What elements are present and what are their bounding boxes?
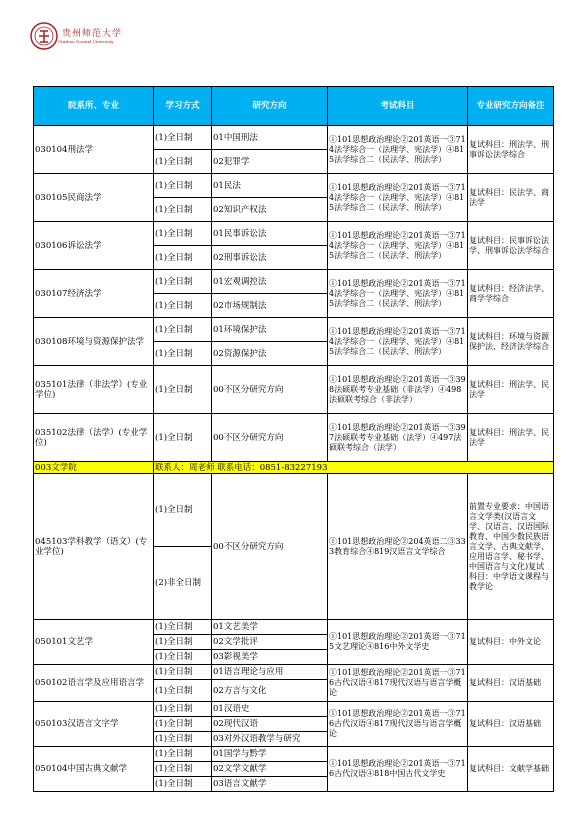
table-row bbox=[34, 620, 554, 635]
direction-cell: 03语言文献学 bbox=[212, 777, 328, 792]
direction-cell: 02文学文献学 bbox=[212, 762, 328, 777]
note-cell: 复试科目：民事诉讼法学、刑事诉讼法学综合 bbox=[468, 222, 554, 270]
major-cell: 035102法律（法学）(专业学位) bbox=[34, 414, 154, 462]
major-cell: 050104中国古典文献学 bbox=[34, 747, 154, 792]
header-exam: 考试科目 bbox=[328, 87, 468, 126]
note-cell: 复试科目：刑法学、民法学 bbox=[468, 366, 554, 414]
mode-cell: (1)全日制 bbox=[154, 198, 212, 222]
direction-cell: 02刑事诉讼法 bbox=[212, 246, 328, 270]
direction-cell: 00不区分研究方向 bbox=[212, 366, 328, 414]
direction-cell: 01文艺美学 bbox=[212, 620, 328, 635]
note-cell: 复试科目：汉语基础 bbox=[468, 702, 554, 747]
table-row bbox=[34, 318, 554, 342]
note-cell: 复试科目：经济法学、商学学综合 bbox=[468, 270, 554, 318]
direction-cell: 03对外汉语教学与研究 bbox=[212, 732, 328, 747]
mode-cell: (1)全日制 bbox=[154, 680, 212, 702]
exam-cell: ①101思想政治理论②201英语一③714法学综合一（法理学、宪法学）④815法学综合二（民法学、刑法学） bbox=[328, 222, 468, 270]
direction-cell: 01国学与黔学 bbox=[212, 747, 328, 762]
direction-cell: 02方言与文化 bbox=[212, 680, 328, 702]
note-cell: 复试科目：刑法学、民法学 bbox=[468, 414, 554, 462]
note-cell: 复试科目：文献学基础 bbox=[468, 747, 554, 792]
college-name: 003文学院 bbox=[34, 462, 154, 474]
major-cell: 035101法律（非法学）(专业学位) bbox=[34, 366, 154, 414]
exam-cell: ①101思想政治理论②204英语二③333教育综合④819汉语言文学综合 bbox=[328, 474, 468, 620]
major-cell: 050102语言学及应用语言学 bbox=[34, 665, 154, 702]
mode-cell: (1)全日制 bbox=[154, 702, 212, 717]
university-english-name: Guizhou Normal University bbox=[58, 38, 114, 44]
table-row bbox=[34, 414, 554, 462]
college-row bbox=[34, 462, 554, 474]
mode-cell: (2)非全日制 bbox=[154, 547, 212, 620]
direction-cell: 02文学批评 bbox=[212, 635, 328, 650]
major-cell: 030108环境与资源保护法学 bbox=[34, 318, 154, 366]
mode-cell: (1)全日制 bbox=[154, 474, 212, 547]
direction-cell: 02知识产权法 bbox=[212, 198, 328, 222]
exam-cell: ①101思想政治理论②201英语一③714法学综合一（法理学、宪法学）④815法学综合二（民法学、刑法学） bbox=[328, 270, 468, 318]
major-cell: 045103学科教学（语文）(专业学位) bbox=[34, 474, 154, 620]
table-header-row bbox=[34, 87, 554, 126]
direction-cell: 01语言理论与应用 bbox=[212, 665, 328, 680]
header-study-mode: 学习方式 bbox=[154, 87, 212, 126]
mode-cell: (1)全日制 bbox=[154, 222, 212, 246]
mode-cell: (1)全日制 bbox=[154, 294, 212, 318]
table-row bbox=[34, 747, 554, 762]
mode-cell: (1)全日制 bbox=[154, 620, 212, 635]
exam-cell: ①101思想政治理论②201英语一③398法硕联考专业基础（非法学）④498法硕联考综合（非法学） bbox=[328, 366, 468, 414]
direction-cell: 00不区分研究方向 bbox=[212, 474, 328, 620]
college-contact: 联系人：周老师 联系电话：0851-83227193 bbox=[154, 462, 554, 474]
header-note: 专业研究方向备注 bbox=[468, 87, 554, 126]
note-cell: 复试科目：刑法学、刑事诉讼法学综合 bbox=[468, 126, 554, 174]
major-cell: 050103汉语言文字学 bbox=[34, 702, 154, 747]
table-row bbox=[34, 665, 554, 680]
mode-cell: (1)全日制 bbox=[154, 650, 212, 665]
direction-cell: 02犯罪学 bbox=[212, 150, 328, 174]
direction-cell: 01民事诉讼法 bbox=[212, 222, 328, 246]
major-cell: 030105民商法学 bbox=[34, 174, 154, 222]
admission-table bbox=[33, 86, 554, 792]
exam-cell: ①101思想政治理论②201英语一③716古代汉语④817现代汉语与语言学概论 bbox=[328, 702, 468, 747]
mode-cell: (1)全日制 bbox=[154, 777, 212, 792]
table-row bbox=[34, 126, 554, 150]
exam-cell: ①101思想政治理论②201英语一③715文艺理论④816中外文学史 bbox=[328, 620, 468, 665]
mode-cell: (1)全日制 bbox=[154, 414, 212, 462]
university-logo bbox=[30, 22, 122, 50]
direction-cell: 02现代汉语 bbox=[212, 717, 328, 732]
direction-cell: 01宏观调控法 bbox=[212, 270, 328, 294]
note-cell: 复试科目：汉语基础 bbox=[468, 665, 554, 702]
note-cell: 复试科目：中外文论 bbox=[468, 620, 554, 665]
exam-cell: ①101思想政治理论②201英语一③397法硕联考专业基础（法学）④497法硕联考综合（法学） bbox=[328, 414, 468, 462]
mode-cell: (1)全日制 bbox=[154, 366, 212, 414]
mode-cell: (1)全日制 bbox=[154, 126, 212, 150]
note-cell: 复试科目：民法学、商法学 bbox=[468, 174, 554, 222]
note-cell: 复试科目：环境与资源保护法、经济法学综合 bbox=[468, 318, 554, 366]
mode-cell: (1)全日制 bbox=[154, 342, 212, 366]
direction-cell: 01民法 bbox=[212, 174, 328, 198]
major-cell: 030106诉讼法学 bbox=[34, 222, 154, 270]
exam-cell: ①101思想政治理论②201英语一③714法学综合一（法理学、宪法学）④815法学综合二（民法学、刑法学） bbox=[328, 126, 468, 174]
direction-cell: 03影视美学 bbox=[212, 650, 328, 665]
header-major: 院系所、专业 bbox=[34, 87, 154, 126]
header-direction: 研究方向 bbox=[212, 87, 328, 126]
mode-cell: (1)全日制 bbox=[154, 318, 212, 342]
exam-cell: ①101思想政治理论②201英语一③714法学综合一（法理学、宪法学）④815法学综合二（民法学、刑法学） bbox=[328, 318, 468, 366]
mode-cell: (1)全日制 bbox=[154, 665, 212, 680]
mode-cell: (1)全日制 bbox=[154, 717, 212, 732]
table-row bbox=[34, 270, 554, 294]
direction-cell: 01环境保护法 bbox=[212, 318, 328, 342]
table-row bbox=[34, 702, 554, 717]
exam-cell: ①101思想政治理论②201英语一③716古代汉语④818中国古代文学史 bbox=[328, 747, 468, 792]
mode-cell: (1)全日制 bbox=[154, 732, 212, 747]
mode-cell: (1)全日制 bbox=[154, 246, 212, 270]
mode-cell: (1)全日制 bbox=[154, 270, 212, 294]
note-cell: 前置专业要求：中国语言文学类(汉语言文学、汉语言、汉语国际教育、中国少数民族语言文学、古典文献学、应用语言学、秘书学、中国语言与文化)复试科目：中学语文课程与教学论 bbox=[468, 474, 554, 620]
university-name: 贵州师范大学 bbox=[62, 28, 123, 39]
major-cell: 030104刑法学 bbox=[34, 126, 154, 174]
mode-cell: (1)全日制 bbox=[154, 762, 212, 777]
mode-cell: (1)全日制 bbox=[154, 174, 212, 198]
exam-cell: ①101思想政治理论②201英语一③716古代汉语④817现代汉语与语言学概论 bbox=[328, 665, 468, 702]
mode-cell: (1)全日制 bbox=[154, 635, 212, 650]
direction-cell: 02市场规制法 bbox=[212, 294, 328, 318]
major-cell: 050101文艺学 bbox=[34, 620, 154, 665]
table-row bbox=[34, 174, 554, 198]
table-row bbox=[34, 366, 554, 414]
direction-cell: 02资源保护法 bbox=[212, 342, 328, 366]
mode-cell: (1)全日制 bbox=[154, 747, 212, 762]
direction-cell: 01汉语史 bbox=[212, 702, 328, 717]
table-row bbox=[34, 474, 554, 547]
university-seal-icon bbox=[30, 22, 58, 50]
major-cell: 030107经济法学 bbox=[34, 270, 154, 318]
direction-cell: 01中国刑法 bbox=[212, 126, 328, 150]
table-row bbox=[34, 222, 554, 246]
mode-cell: (1)全日制 bbox=[154, 150, 212, 174]
direction-cell: 00不区分研究方向 bbox=[212, 414, 328, 462]
exam-cell: ①101思想政治理论②201英语一③714法学综合一（法理学、宪法学）④815法学综合二（民法学、刑法学） bbox=[328, 174, 468, 222]
